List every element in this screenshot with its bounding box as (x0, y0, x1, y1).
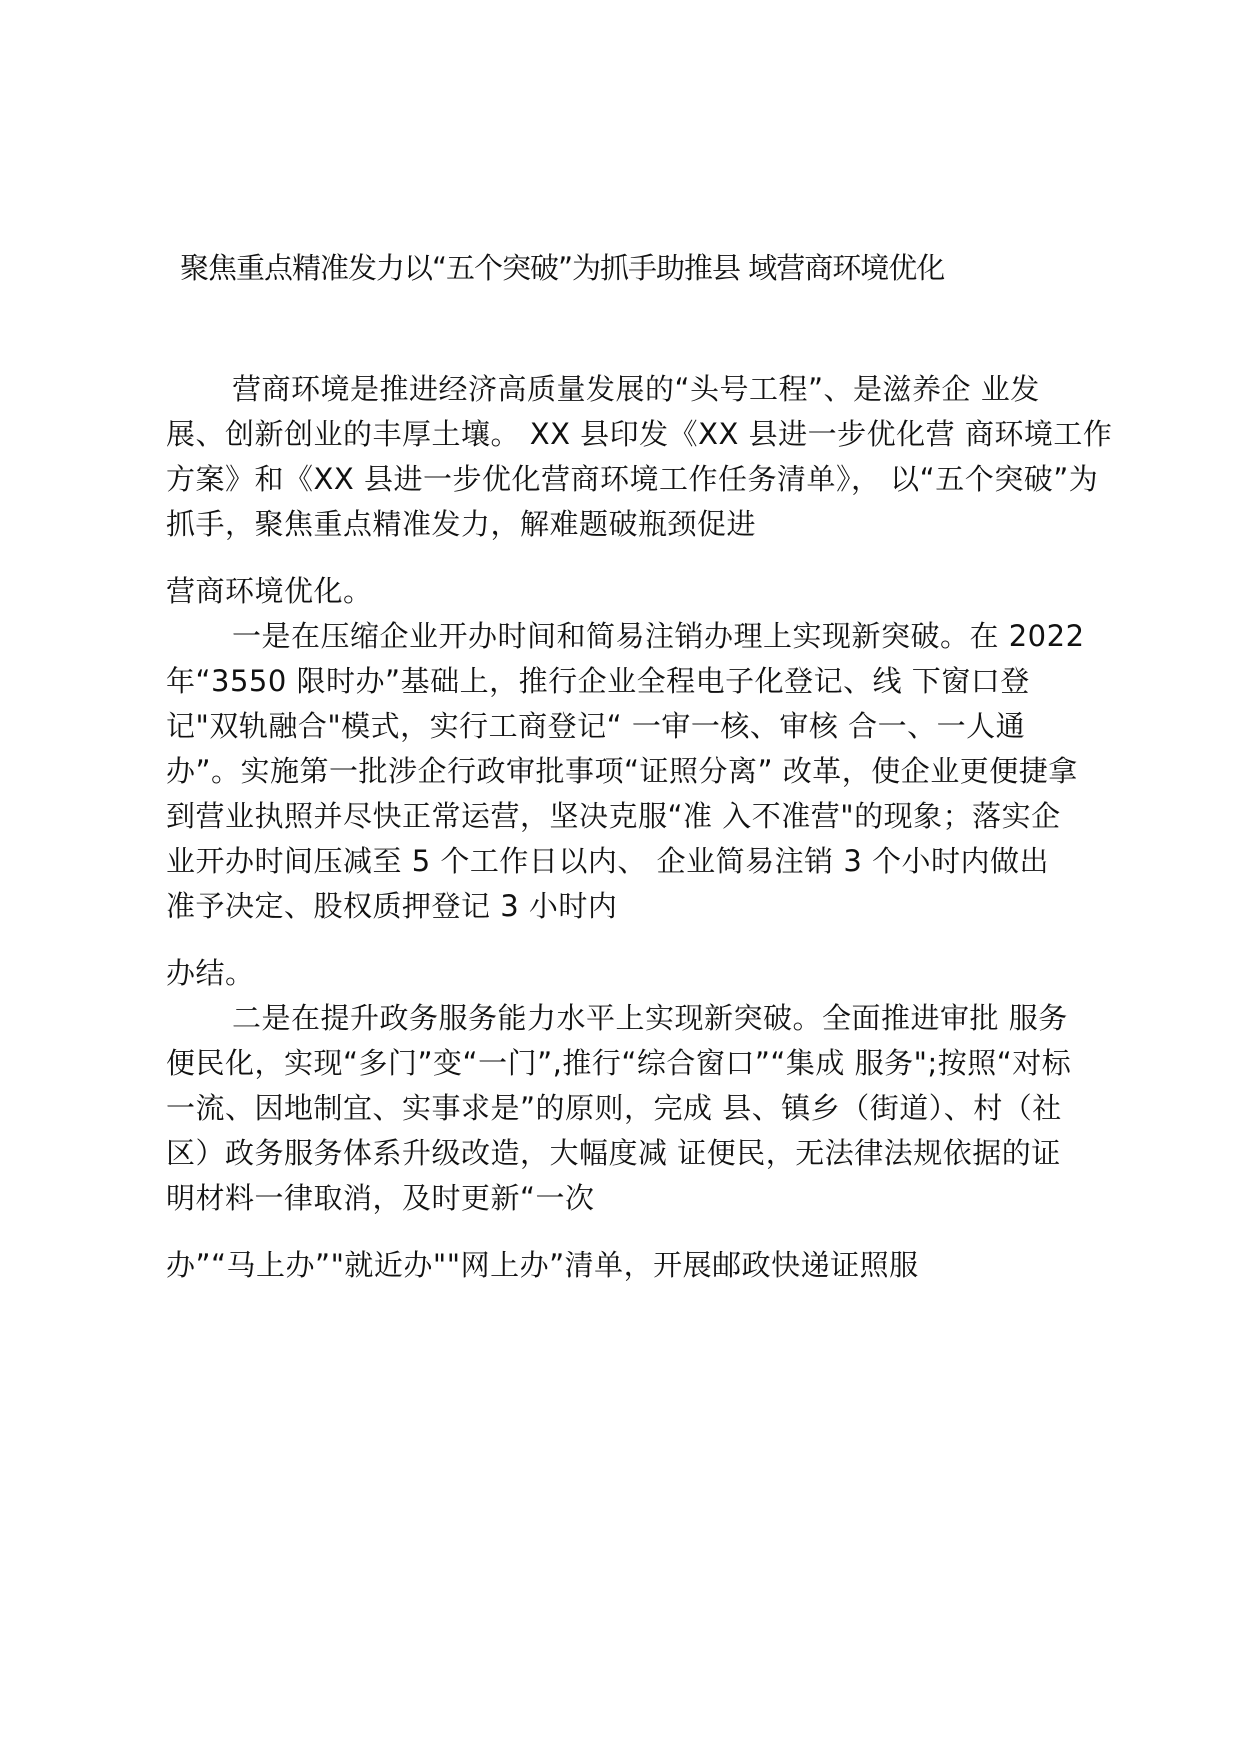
paragraph-3-line-4: 区）政务服务体系升级改造，大幅度减 证便民，无法律法规依据的证 (166, 1136, 1061, 1170)
paragraph-1-line-4: 抓手，聚焦重点精准发力，解难题破瓶颈促进 (166, 507, 757, 541)
paragraph-2-line-7: 准予决定、股权质押登记 3 小时内 (166, 889, 618, 923)
paragraph-2-line-8: 办结。 (166, 956, 255, 990)
paragraph-3-line-6: 办”“马上办”"就近办""网上办”清单，开展邮政快递证照服 (166, 1248, 919, 1282)
paragraph-1-line-1: 营商环境是推进经济高质量发展的“头号工程”、是滋养企 业发 (232, 372, 1040, 406)
paragraph-2-line-2: 年“3550 限时办”基础上，推行企业全程电子化登记、线 下窗口登 (166, 664, 1030, 698)
paragraph-1-line-2: 展、创新创业的丰厚土壤。 XX 县印发《XX 县进一步优化营 商环境工作 (166, 417, 1113, 451)
paragraph-2-line-4: 办”。实施第一批涉企行政审批事项“证照分离” 改革，使企业更便捷拿 (166, 754, 1078, 788)
paragraph-1-line-5: 营商环境优化。 (166, 574, 373, 608)
document-title: 聚焦重点精准发力以“五个突破”为抓手助推县 域营商环境优化 (180, 251, 945, 285)
paragraph-3-line-5: 明材料一律取消，及时更新“一次 (166, 1181, 595, 1215)
paragraph-1-line-3: 方案》和《XX 县进一步优化营商环境工作任务清单》， 以“五个突破”为 (166, 462, 1099, 496)
paragraph-3-line-2: 便民化，实现“多门”变“一门”,推行“综合窗口”“集成 服务";按照“对标 (166, 1046, 1072, 1080)
paragraph-2-line-1: 一是在压缩企业开办时间和简易注销办理上实现新突破。在 2022 (232, 619, 1085, 653)
paragraph-2-line-5: 到营业执照并尽快正常运营，坚决克服“准 入不准营"的现象；落实企 (166, 799, 1061, 833)
paragraph-2-line-6: 业开办时间压减至 5 个工作日以内、 企业简易注销 3 个小时内做出 (166, 844, 1049, 878)
paragraph-3-line-3: 一流、因地制宜、实事求是”的原则，完成 县、镇乡（街道）、村（社 (166, 1091, 1062, 1125)
paragraph-3-line-1: 二是在提升政务服务能力水平上实现新突破。全面推进审批 服务 (232, 1001, 1068, 1035)
paragraph-2-line-3: 记"双轨融合"模式，实行工商登记“ 一审一核、审核 合一、一人通 (166, 709, 1026, 743)
